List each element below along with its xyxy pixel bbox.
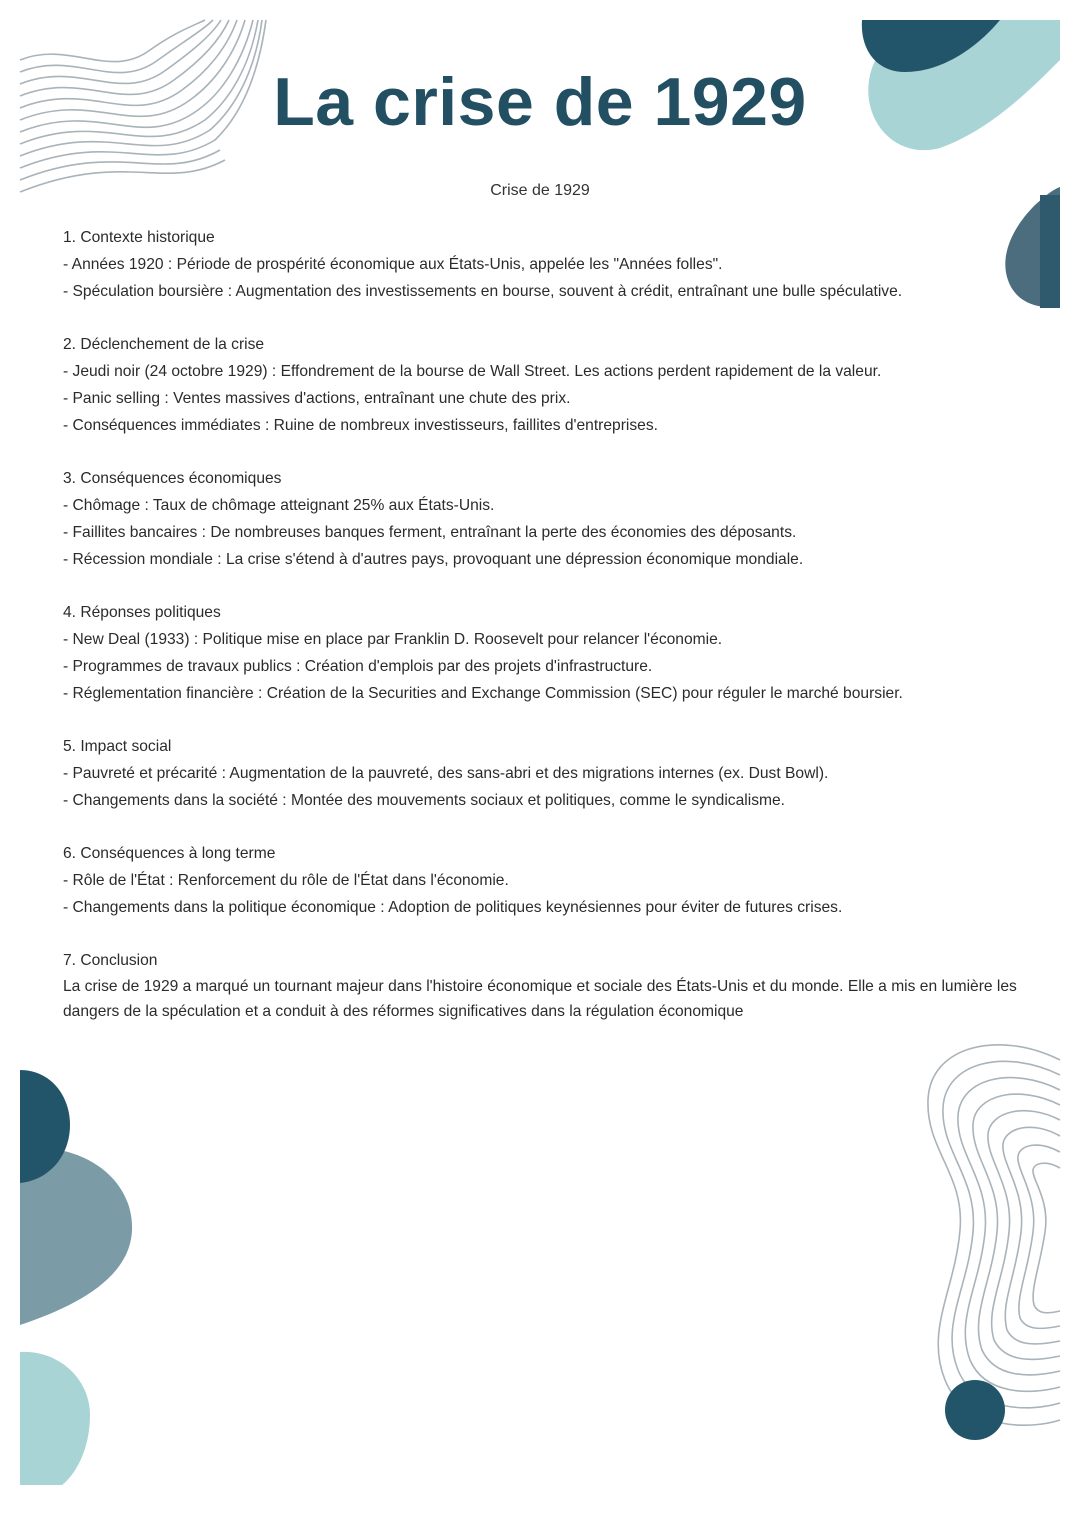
section-heading: 3. Conséquences économiques: [63, 470, 282, 487]
page-title: La crise de 1929: [273, 64, 807, 140]
section-item: - New Deal (1933) : Politique mise en place par Franklin D. Roosevelt pour relancer l'économie.: [63, 631, 723, 648]
section-reponses-politiques: [63, 599, 1023, 707]
bottom-left-light-blob: [20, 1352, 90, 1485]
section-heading: 4. Réponses politiques: [63, 604, 221, 621]
section-consequences-economiques: [63, 465, 1023, 573]
section-item: - Spéculation boursière : Augmentation des investissements en bourse, souvent à crédit, entraînant une bulle spéculative.: [63, 283, 903, 300]
section-heading: 5. Impact social: [63, 738, 172, 755]
page-subtitle: Crise de 1929: [490, 182, 590, 199]
section-conclusion: [63, 947, 1023, 1024]
right-middle-blob-dark-band: [1040, 195, 1060, 308]
section-item: - Panic selling : Ventes massives d'actions, entraînant une chute des prix.: [63, 390, 571, 407]
section-item: - Rôle de l'État : Renforcement du rôle de l'État dans l'économie.: [63, 872, 509, 889]
section-item: - Changements dans la société : Montée des mouvements sociaux et politiques, comme le syndicalisme.: [63, 792, 785, 809]
section-item: - Faillites bancaires : De nombreuses banques ferment, entraînant la perte des économies des déposants.: [63, 524, 797, 541]
document-content: [63, 224, 1023, 1050]
section-item: - Pauvreté et précarité : Augmentation de la pauvreté, des sans-abri et des migrations internes (ex. Dust Bowl).: [63, 765, 829, 782]
section-heading: 1. Contexte historique: [63, 229, 215, 246]
section-item: - Programmes de travaux publics : Création d'emplois par des projets d'infrastructure.: [63, 658, 653, 675]
section-item: - Récession mondiale : La crise s'étend à d'autres pays, provoquant une dépression économique mondiale.: [63, 551, 804, 568]
section-long-terme: [63, 840, 1023, 921]
section-item: - Changements dans la politique économique : Adoption de politiques keynésiennes pour éviter de futures crises.: [63, 899, 843, 916]
section-impact-social: [63, 733, 1023, 814]
section-heading: 2. Déclenchement de la crise: [63, 336, 265, 353]
bottom-right-dark-dot: [945, 1380, 1005, 1440]
section-heading: 6. Conséquences à long terme: [63, 845, 276, 862]
bottom-right-wave-lines: [928, 1045, 1060, 1425]
conclusion-text: La crise de 1929 a marqué un tournant majeur dans l'histoire économique et sociale des États-Unis et du monde. Elle a mis en lumière les dangers de la spéculation et a conduit à des réformes significatives dans la régulation économique: [63, 978, 1017, 1020]
section-item: - Chômage : Taux de chômage atteignant 25% aux États-Unis.: [63, 497, 495, 514]
section-item: - Réglementation financière : Création de la Securities and Exchange Commission (SEC) pour réguler le marché boursier.: [63, 685, 903, 702]
section-item: - Conséquences immédiates : Ruine de nombreux investisseurs, faillites d'entreprises.: [63, 417, 658, 434]
section-item: - Jeudi noir (24 octobre 1929) : Effondrement de la bourse de Wall Street. Les actions perdent rapidement de la valeur.: [63, 363, 882, 380]
section-contexte: [63, 224, 1023, 305]
section-heading: 7. Conclusion: [63, 952, 158, 969]
section-declenchement: [63, 331, 1023, 439]
section-item: - Années 1920 : Période de prospérité économique aux États-Unis, appelée les "Années folles".: [63, 256, 723, 273]
